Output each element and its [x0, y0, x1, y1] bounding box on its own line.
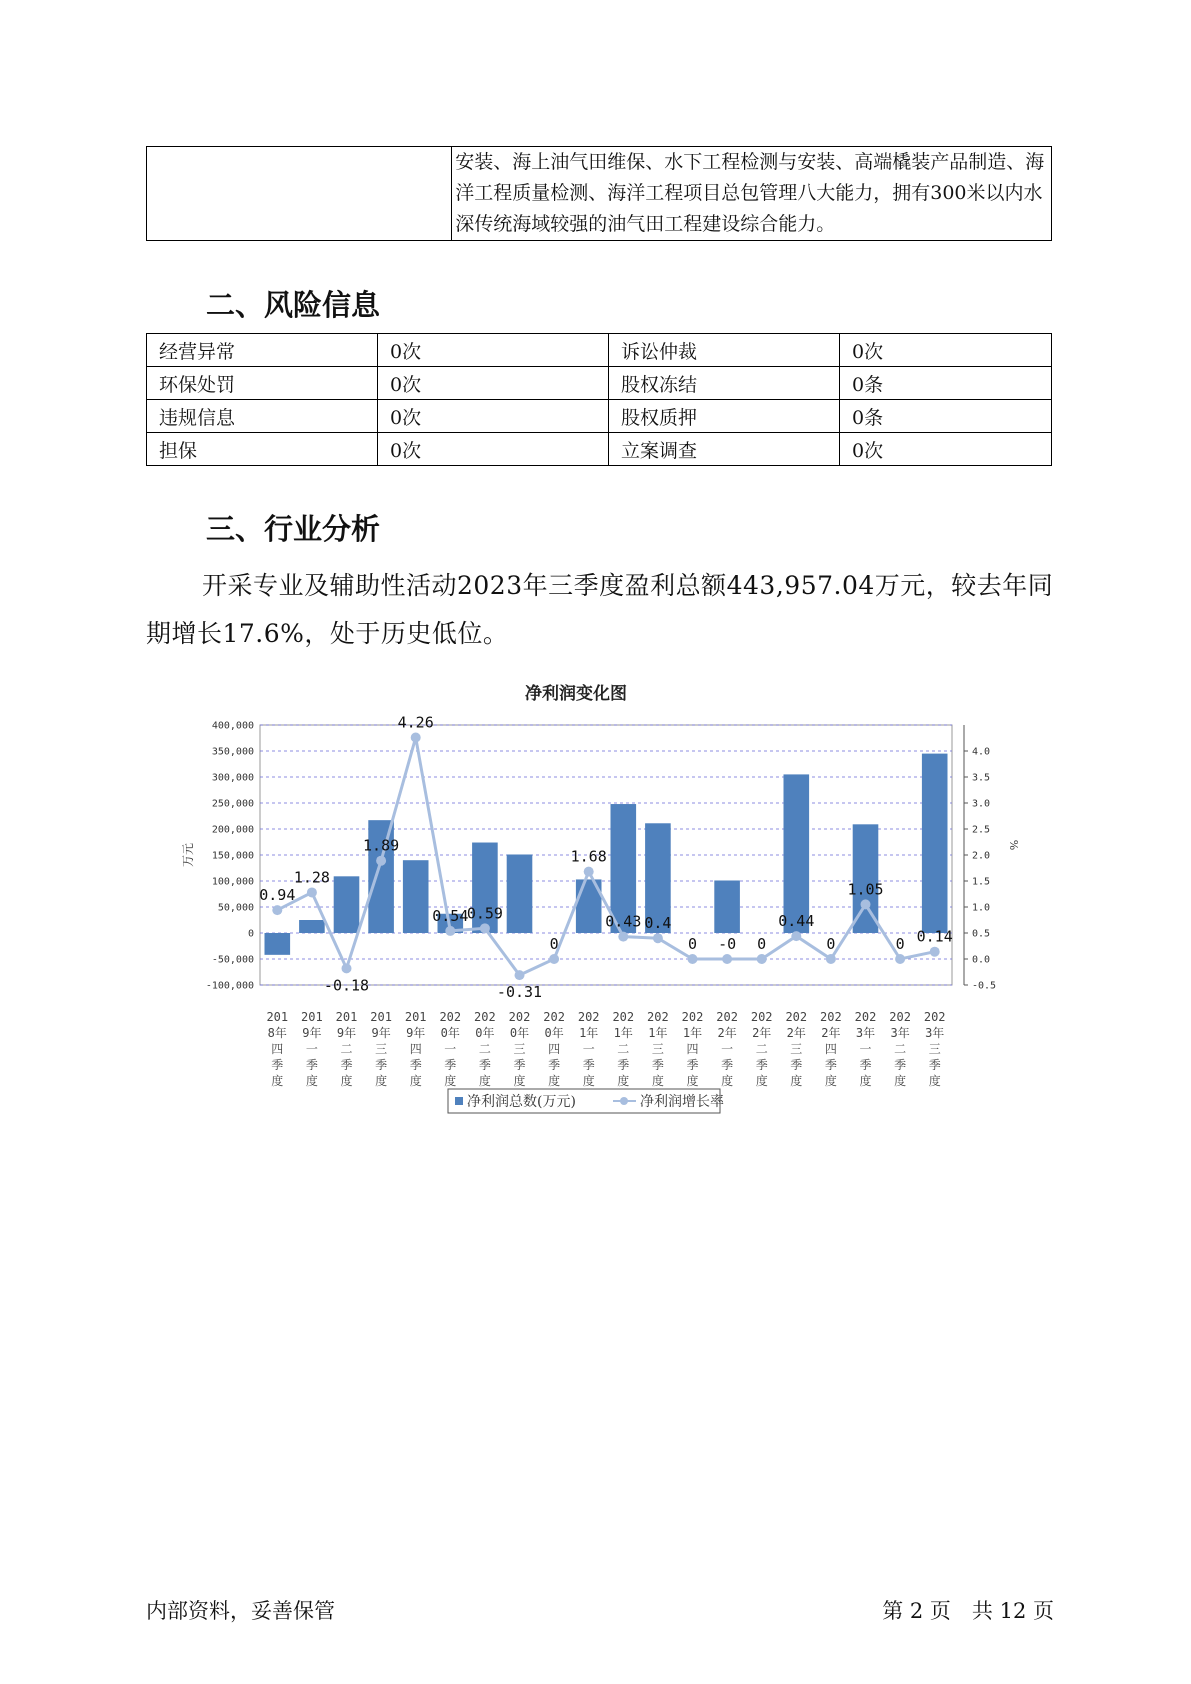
x-tick-label: 2年	[752, 1026, 772, 1040]
bar	[299, 920, 325, 933]
x-tick-label: 202	[612, 1010, 635, 1024]
x-tick-label: 一	[859, 1042, 872, 1056]
footer-page-number: 第 2 页 共 12 页	[882, 1599, 1054, 1623]
x-tick-label: 202	[750, 1010, 773, 1024]
y-right-tick-label: 4.0	[972, 746, 991, 758]
x-tick-label: 三	[375, 1042, 388, 1056]
growth-data-label: 1.28	[293, 868, 330, 887]
x-tick-label: 度	[617, 1074, 630, 1088]
x-tick-label: 202	[508, 1010, 531, 1024]
x-tick-label: 度	[755, 1074, 768, 1088]
growth-point	[861, 899, 871, 909]
x-tick-label: 202	[577, 1010, 600, 1024]
x-tick-label: 202	[820, 1010, 842, 1024]
x-tick-label: 季	[444, 1058, 457, 1072]
y-left-tick-label: -100,000	[205, 980, 254, 992]
x-tick-label: 201	[301, 1010, 323, 1024]
legend-line-label: 净利润增长率	[640, 1094, 724, 1110]
growth-data-label: 0.59	[466, 904, 503, 923]
x-tick-label: 9年	[336, 1026, 357, 1040]
y-right-tick-label: 1.5	[972, 876, 991, 888]
section-title-risk: 二、风险信息	[206, 288, 381, 322]
x-tick-label: 度	[271, 1074, 284, 1088]
x-tick-label: 季	[305, 1058, 318, 1072]
growth-data-label: 0.14	[916, 927, 953, 946]
bar	[334, 876, 360, 933]
growth-point	[515, 970, 525, 980]
growth-point	[272, 905, 282, 915]
x-tick-label: 季	[478, 1058, 491, 1072]
y-left-tick-label: 300,000	[211, 772, 254, 784]
y-right-tick-label: 0.5	[972, 928, 991, 940]
x-tick-label: 二	[340, 1042, 353, 1056]
y-left-tick-label: 50,000	[217, 902, 254, 914]
x-tick-label: 201	[370, 1010, 392, 1024]
y-right-tick-label: 0.0	[972, 954, 991, 966]
x-tick-label: 度	[894, 1074, 907, 1088]
growth-point	[653, 933, 663, 943]
x-tick-label: 季	[755, 1058, 768, 1072]
x-tick-label: 度	[548, 1074, 561, 1088]
x-tick-label: 季	[651, 1058, 664, 1072]
y-right-tick-label: 2.5	[972, 824, 991, 836]
growth-point	[376, 856, 386, 866]
x-tick-label: 度	[582, 1074, 595, 1088]
growth-data-label: 0.4	[644, 914, 672, 933]
x-tick-label: 度	[478, 1074, 491, 1088]
x-tick-label: 三	[790, 1042, 803, 1056]
risk-value: 0次	[840, 334, 1052, 367]
growth-data-label: 0.44	[778, 912, 815, 931]
x-tick-label: 201	[335, 1010, 358, 1024]
x-tick-label: 季	[375, 1058, 388, 1072]
profit-chart	[175, 677, 1035, 1137]
x-tick-label: 度	[513, 1074, 526, 1088]
x-tick-label: 202	[889, 1010, 911, 1024]
growth-point	[826, 954, 836, 964]
growth-point	[480, 923, 490, 933]
growth-point	[722, 954, 732, 964]
x-tick-label: 9年	[302, 1026, 322, 1040]
x-tick-label: 四	[271, 1042, 284, 1056]
x-tick-label: 季	[548, 1058, 561, 1072]
x-tick-label: 3年	[925, 1026, 945, 1040]
y-right-axis-label: %	[1007, 839, 1020, 851]
x-tick-label: 0年	[475, 1026, 495, 1040]
y-right-tick-label: -0.5	[972, 980, 997, 992]
growth-point	[342, 963, 352, 973]
growth-point	[930, 947, 940, 957]
x-tick-label: 季	[928, 1058, 941, 1072]
risk-table	[146, 333, 1052, 466]
x-tick-label: 1年	[613, 1026, 633, 1040]
risk-value: 0次	[378, 433, 609, 466]
bar	[264, 933, 290, 955]
y-left-tick-label: 350,000	[211, 746, 254, 758]
x-tick-label: 1年	[682, 1026, 703, 1040]
x-tick-label: 季	[513, 1058, 526, 1072]
risk-value: 0次	[840, 433, 1052, 466]
growth-point	[411, 732, 421, 742]
table-row	[147, 334, 1052, 367]
growth-point	[445, 926, 455, 936]
growth-point	[584, 867, 594, 877]
x-tick-label: 季	[409, 1058, 422, 1072]
table-row	[147, 367, 1052, 400]
growth-data-label: -0.31	[496, 983, 543, 1002]
x-tick-label: 一	[305, 1042, 318, 1056]
x-tick-label: 202	[785, 1010, 808, 1024]
x-tick-label: 度	[305, 1074, 318, 1088]
risk-label: 经营异常	[147, 334, 378, 367]
x-tick-label: 度	[824, 1074, 837, 1088]
x-tick-label: 1年	[648, 1026, 668, 1040]
table-row	[147, 433, 1052, 466]
x-tick-label: 二	[755, 1042, 768, 1056]
y-left-tick-label: 250,000	[211, 798, 254, 810]
y-right-tick-label: 3.0	[972, 798, 991, 810]
x-tick-label: 季	[721, 1058, 734, 1072]
growth-data-label: 0	[826, 935, 836, 953]
risk-value: 0次	[378, 367, 609, 400]
growth-data-label: 4.26	[397, 713, 434, 732]
growth-data-label: 0	[895, 935, 905, 953]
x-tick-label: 季	[686, 1058, 699, 1072]
growth-data-label: 1.68	[570, 847, 607, 866]
risk-value: 0条	[840, 367, 1052, 400]
y-left-tick-label: -50,000	[211, 954, 254, 966]
bar	[403, 860, 429, 933]
x-tick-label: 202	[716, 1010, 738, 1024]
x-tick-label: 度	[375, 1074, 388, 1088]
bar	[783, 774, 809, 933]
x-tick-label: 季	[271, 1058, 284, 1072]
x-tick-label: 四	[548, 1042, 561, 1056]
legend-bar-label: 净利润总数(万元)	[467, 1094, 576, 1110]
y-left-tick-label: 100,000	[211, 876, 254, 888]
growth-data-label: 0.94	[259, 886, 296, 905]
risk-label: 诉讼仲裁	[609, 334, 840, 367]
x-tick-label: 二	[617, 1042, 630, 1056]
industry-paragraph: 开采专业及辅助性活动2023年三季度盈利总额443,957.04万元，较去年同期增长17.6%，处于历史低位。	[146, 571, 1054, 648]
risk-label: 违规信息	[147, 400, 378, 433]
x-tick-label: 度	[928, 1074, 941, 1088]
x-tick-label: 季	[894, 1058, 907, 1072]
x-tick-label: 季	[790, 1058, 803, 1072]
bar	[714, 880, 740, 933]
x-tick-label: 季	[340, 1058, 353, 1072]
x-tick-label: 度	[790, 1074, 803, 1088]
y-left-axis-label: 万元	[181, 842, 195, 868]
x-tick-label: 季	[582, 1058, 595, 1072]
x-tick-label: 度	[409, 1074, 422, 1088]
growth-data-label: -0.18	[323, 976, 370, 995]
x-tick-label: 度	[686, 1074, 699, 1088]
capability-table-left-cell	[147, 147, 452, 241]
footer-confidential: 内部资料，妥善保管	[146, 1599, 335, 1623]
x-tick-label: 度	[859, 1074, 872, 1088]
x-tick-label: 度	[651, 1074, 664, 1088]
x-tick-label: 度	[721, 1074, 734, 1088]
x-tick-label: 季	[824, 1058, 837, 1072]
x-tick-label: 201	[404, 1010, 427, 1024]
table-row	[147, 400, 1052, 433]
x-tick-label: 202	[923, 1010, 946, 1024]
x-tick-label: 季	[617, 1058, 630, 1072]
x-tick-label: 一	[582, 1042, 595, 1056]
bar	[922, 754, 948, 933]
y-right-tick-label: 3.5	[972, 772, 991, 784]
x-tick-label: 8年	[267, 1026, 287, 1040]
growth-point	[791, 931, 801, 941]
legend-bar-swatch	[455, 1097, 463, 1105]
x-tick-label: 1年	[579, 1026, 599, 1040]
y-left-tick-label: 200,000	[211, 824, 254, 836]
x-tick-label: 202	[681, 1010, 704, 1024]
x-tick-label: 度	[444, 1074, 457, 1088]
x-tick-label: 季	[859, 1058, 872, 1072]
risk-label: 股权质押	[609, 400, 840, 433]
risk-label: 担保	[147, 433, 378, 466]
y-left-tick-label: 400,000	[211, 720, 254, 732]
x-tick-label: 9年	[406, 1026, 426, 1040]
chart-title: 净利润变化图	[525, 684, 627, 704]
growth-data-label: 0	[549, 935, 559, 953]
capability-table	[146, 146, 1052, 241]
x-tick-label: 2年	[821, 1026, 841, 1040]
y-left-tick-label: 150,000	[211, 850, 254, 862]
risk-value: 0次	[378, 334, 609, 367]
growth-data-label: 0.43	[605, 912, 642, 931]
x-tick-label: 三	[928, 1042, 941, 1056]
growth-data-label: 0	[757, 935, 767, 953]
x-tick-label: 3年	[855, 1026, 876, 1040]
x-tick-label: 二	[894, 1042, 907, 1056]
x-tick-label: 四	[409, 1042, 422, 1056]
x-tick-label: 四	[686, 1042, 699, 1056]
x-tick-label: 202	[543, 1010, 565, 1024]
x-tick-label: 202	[647, 1010, 669, 1024]
growth-point	[549, 954, 559, 964]
bar	[507, 854, 533, 933]
x-tick-label: 一	[444, 1042, 457, 1056]
growth-data-label: 1.89	[363, 836, 400, 855]
x-tick-label: 四	[824, 1042, 837, 1056]
risk-value: 0条	[840, 400, 1052, 433]
x-tick-label: 一	[721, 1042, 734, 1056]
x-tick-label: 2年	[717, 1026, 737, 1040]
growth-point	[757, 954, 767, 964]
growth-point	[688, 954, 698, 964]
growth-data-label: 0	[687, 935, 698, 953]
y-right-tick-label: 1.0	[972, 902, 991, 914]
growth-point	[618, 932, 628, 942]
x-tick-label: 202	[439, 1010, 462, 1024]
growth-data-label: 0.54	[432, 906, 469, 925]
risk-label: 立案调查	[609, 433, 840, 466]
x-tick-label: 二	[478, 1042, 491, 1056]
y-right-tick-label: 2.0	[972, 850, 991, 862]
x-tick-label: 3年	[890, 1026, 910, 1040]
x-tick-label: 201	[266, 1010, 289, 1024]
risk-value: 0次	[378, 400, 609, 433]
x-tick-label: 2年	[786, 1026, 806, 1040]
growth-data-label: 1.05	[847, 880, 884, 899]
capability-table-text: 安装、海上油气田维保、水下工程检测与安装、高端橇装产品制造、海洋工程质量检测、海洋工程项目总包管理八大能力，拥有300米以内水深传统海域较强的油气田工程建设综合能力。	[452, 147, 1052, 241]
x-tick-label: 三	[513, 1042, 526, 1056]
x-tick-label: 三	[651, 1042, 664, 1056]
x-tick-label: 0年	[544, 1026, 564, 1040]
legend-line-marker	[620, 1097, 628, 1105]
risk-label: 股权冻结	[609, 367, 840, 400]
y-left-tick-label: 0	[247, 928, 254, 940]
x-tick-label: 度	[340, 1074, 353, 1088]
risk-label: 环保处罚	[147, 367, 378, 400]
growth-point	[307, 887, 317, 897]
section-title-industry: 三、行业分析	[206, 512, 381, 546]
growth-data-label: -0	[718, 935, 737, 953]
x-tick-label: 9年	[371, 1026, 391, 1040]
x-tick-label: 202	[854, 1010, 877, 1024]
x-tick-label: 202	[474, 1010, 496, 1024]
x-tick-label: 0年	[440, 1026, 460, 1040]
x-tick-label: 0年	[509, 1026, 530, 1040]
growth-point	[895, 954, 905, 964]
